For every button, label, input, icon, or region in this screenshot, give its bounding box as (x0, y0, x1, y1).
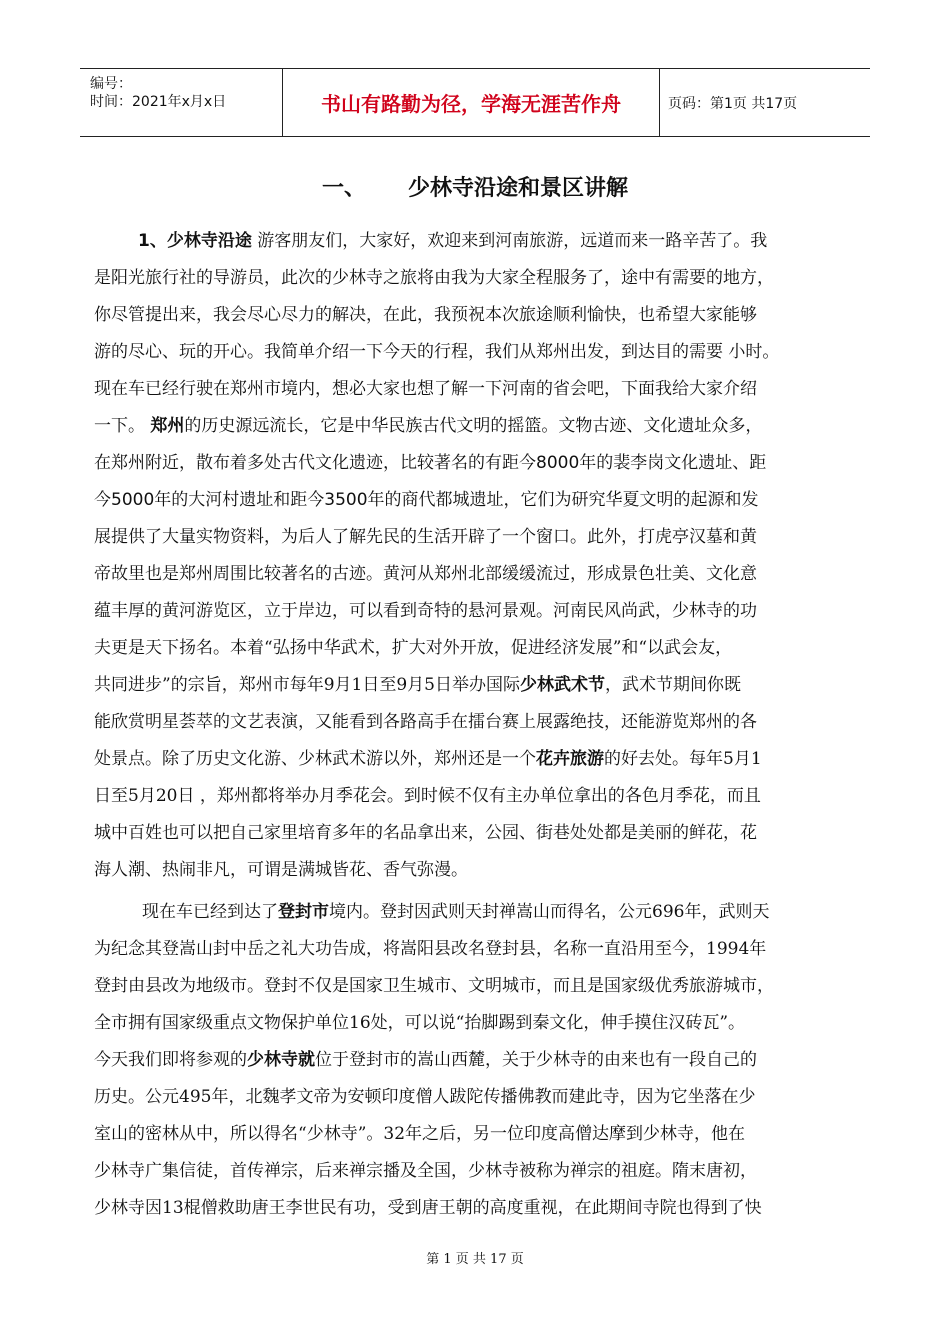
text-span: 一下。 (94, 416, 151, 436)
text-line: 现在车已经行驶在郑州市境内，想必大家也想了解一下河南的省会吧，下面我给大家介绍 (94, 379, 757, 399)
bold-term: 少林武术节 (519, 675, 605, 695)
header-motto: 书山有路勤为径，学海无涯苦作舟 (321, 92, 621, 116)
text-line: 城中百姓也可以把自己家里培育多年的名品拿出来，公园、街巷处处都是美丽的鲜花，花 (94, 823, 757, 843)
header-left-cell (80, 69, 283, 136)
text-line: 少林寺广集信徒，首传禅宗，后来禅宗播及全国，少林寺被称为禅宗的祖庭。隋末唐初， (94, 1161, 757, 1181)
title-text: 少林寺沿途和景区讲解 (408, 176, 629, 201)
text-line: 蕴丰厚的黄河游览区，立于岸边，可以看到奇特的悬河景观。河南民风尚武，少林寺的功 (94, 601, 757, 621)
text-line (94, 485, 759, 510)
text-line: 为纪念其登嵩山封中岳之礼大功告成，将嵩阳县改名登封县，名称一直沿用至今，1994年 (94, 939, 767, 959)
text-line (94, 1045, 757, 1070)
text-line (94, 448, 766, 473)
text-line: 游的尽心、玩的开心。我简单介绍一下今天的行程，我们从郑州出发，到达目的需要 小时。 (94, 342, 780, 362)
text-line (142, 897, 769, 922)
text-span: 在郑州附近，散布着多处古代文化遗迹，比较著名的有距今 (94, 453, 536, 473)
header-motto-cell (283, 69, 660, 136)
text-span: 共同进步”的宗旨，郑州市每年9月1日至9月5日举办国际 (94, 675, 520, 695)
bold-term: 少林寺就 (247, 1050, 315, 1070)
bold-term: 郑州 (150, 416, 185, 436)
text-line: 室山的密林从中，所以得名“少林寺”。32年之后，另一位印度高僧达摩到少林寺，他在 (94, 1124, 746, 1144)
title-number: 一、 (321, 176, 366, 201)
header-page-label: 页码：第1页 共17页 (668, 95, 798, 112)
bold-term: 花卉旅游 (536, 749, 604, 769)
text-span: 年的商代都城遗址，它们为研究华夏文明的起源和发 (367, 490, 759, 510)
text-span: ，武术节期间你既 (604, 675, 741, 695)
text-line: 少林寺因13棍僧救助唐王李世民有功，受到唐王朝的高度重视，在此期间寺院也得到了快 (94, 1198, 762, 1218)
text-line (94, 670, 741, 695)
text-span: 年的大河村遗址和距今 (154, 490, 325, 510)
document-number-label: 编号： (90, 76, 132, 92)
text-span: 处景点。除了历史文化游、少林武术游以外，郑州还是一个 (94, 749, 536, 769)
number-span: 3500 (324, 490, 368, 510)
text-span: 游客朋友们，大家好，欢迎来到河南旅游，远道而来一路辛苦了。我 (251, 231, 768, 251)
header-page-cell (660, 69, 870, 136)
number-span: 8000 (536, 453, 580, 473)
text-span: 年的裴李岗文化遗址、距 (579, 453, 767, 473)
section-heading: 1、少林寺沿途 (138, 231, 252, 251)
text-line: 登封由县改为地级市。登封不仅是国家卫生城市、文明城市，而且是国家级优秀旅游城市， (94, 976, 774, 996)
text-line: 是阳光旅行社的导游员，此次的少林寺之旅将由我为大家全程服务了，途中有需要的地方， (94, 268, 774, 288)
text-span: 位于登封市的嵩山西麓，关于少林寺的由来也有一段自己的 (315, 1050, 757, 1070)
text-line: 夫更是天下扬名。本着“弘扬中华武术，扩大对外开放，促进经济发展”和“以武会友， (94, 638, 733, 658)
text-line: 能欣赏明星荟萃的文艺表演，又能看到各路高手在擂台赛上展露绝技，还能游览郑州的各 (94, 712, 757, 732)
text-span: 今天我们即将参观的 (94, 1050, 247, 1070)
number-span: 5000 (111, 490, 155, 510)
header-table (80, 68, 870, 137)
text-line: 帝故里也是郑州周围比较著名的古迹。黄河从郑州北部缓缓流过，形成景色壮美、文化意 (94, 564, 757, 584)
document-title (0, 171, 950, 202)
page-footer: 第 1 页 共 17 页 (426, 1252, 524, 1267)
text-line: 日至5月20日 ，郑州都将举办月季花会。到时候不仅有主办单位拿出的各色月季花，而且 (94, 786, 761, 806)
text-line (94, 744, 762, 769)
text-span: 现在车已经到达了 (142, 902, 278, 922)
text-line: 全市拥有国家级重点文物保护单位16处，可以说“抬脚踢到秦文化，伸手摸住汉砖瓦”。 (94, 1013, 746, 1033)
text-line (94, 411, 762, 436)
text-line: 海人潮、热闹非凡，可谓是满城皆花、香气弥漫。 (94, 860, 468, 880)
text-span: 的好去处。每年5月1 (604, 749, 762, 769)
text-line: 展提供了大量实物资料，为后人了解先民的生活开辟了一个窗口。此外，打虎亭汉墓和黄 (94, 527, 757, 547)
text-span: 今 (94, 490, 111, 510)
document-date-label: 时间：2021年x月x日 (90, 94, 227, 110)
text-span: 境内。登封因武则天封禅嵩山而得名，公元696年，武则天 (329, 902, 770, 922)
bold-term: 登封市 (278, 902, 329, 922)
text-line: 你尽管提出来，我会尽心尽力的解决，在此，我预祝本次旅途顺利愉快，也希望大家能够 (94, 305, 757, 325)
text-line (138, 226, 767, 251)
text-line: 历史。公元495年，北魏孝文帝为安顿印度僧人跋陀传播佛教而建此寺，因为它坐落在少 (94, 1087, 756, 1107)
text-span: 的历史源远流长，它是中华民族古代文明的摇篮。文物古迹、文化遗址众多， (184, 416, 763, 436)
